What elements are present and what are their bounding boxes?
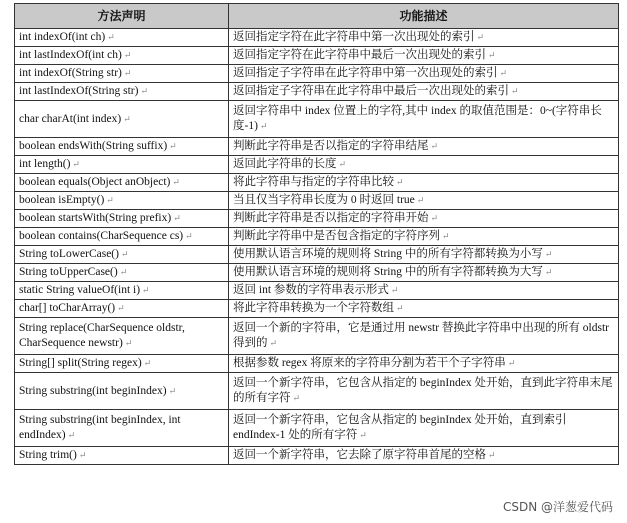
method-cell <box>15 101 229 138</box>
table-row <box>15 174 619 192</box>
description-text: 返回指定字符在此字符串中最后一次出现处的索引 <box>233 49 486 61</box>
paragraph-mark: ↵ <box>396 177 404 187</box>
method-cell <box>15 373 229 410</box>
description-text: 返回字符串中 index 位置上的字符,其中 index 的取值范围是：0~(字符串长度-1) <box>233 105 602 132</box>
paragraph-mark: ↵ <box>476 32 485 42</box>
description-cell <box>229 47 619 65</box>
paragraph-mark: ↵ <box>117 303 125 313</box>
method-text: static String valueOf(int i) <box>19 284 141 296</box>
description-cell <box>229 83 619 101</box>
description-cell <box>229 264 619 282</box>
method-cell <box>15 246 229 264</box>
paragraph-mark: ↵ <box>507 358 516 368</box>
paragraph-mark: ↵ <box>390 285 399 295</box>
description-cell <box>229 447 619 465</box>
description-text: 返回一个新字符串，它去除了原字符串首尾的空格 <box>233 449 486 461</box>
method-text: boolean contains(CharSequence cs) <box>19 230 184 242</box>
method-cell <box>15 318 229 355</box>
description-cell <box>229 246 619 264</box>
method-text: int length() <box>19 158 71 170</box>
method-cell <box>15 138 229 156</box>
method-cell <box>15 300 229 318</box>
table-row <box>15 447 619 465</box>
description-text: 判断此字符串中是否包含指定的字符序列 <box>233 230 440 242</box>
description-text: 使用默认语言环境的规则将 String 中的所有字符都转换为小写 <box>233 248 543 260</box>
table-row <box>15 65 619 83</box>
paragraph-mark: ↵ <box>499 68 508 78</box>
method-cell <box>15 192 229 210</box>
description-text: 返回一个新字符串，它包含从指定的 beginIndex 处开始，直到索引 endIndex-1 处的所有字符 <box>233 414 567 441</box>
paragraph-mark: ↵ <box>488 50 496 60</box>
method-text: int lastIndexOf(int ch) <box>19 49 122 61</box>
description-cell <box>229 228 619 246</box>
table-row <box>15 318 619 355</box>
description-cell <box>229 300 619 318</box>
description-cell <box>229 192 619 210</box>
header-function-description: 功能描述 <box>229 4 619 29</box>
paragraph-mark: ↵ <box>442 231 450 241</box>
description-cell <box>229 282 619 300</box>
paragraph-mark: ↵ <box>106 195 114 205</box>
method-text: String substring(int beginIndex) <box>19 384 167 397</box>
string-method-table <box>14 3 619 465</box>
table-row <box>15 83 619 101</box>
method-text: String[] split(String regex) <box>19 357 142 369</box>
description-text: 返回 int 参数的字符串表示形式 <box>233 284 389 296</box>
description-cell <box>229 65 619 83</box>
paragraph-mark: ↵ <box>123 113 131 124</box>
method-text: char charAt(int index) <box>19 112 122 125</box>
method-cell <box>15 65 229 83</box>
paragraph-mark: ↵ <box>143 358 152 368</box>
description-cell <box>229 373 619 410</box>
description-cell <box>229 101 619 138</box>
method-cell <box>15 29 229 47</box>
description-cell <box>229 318 619 355</box>
method-cell <box>15 355 229 373</box>
method-text: String toLowerCase() <box>19 248 119 260</box>
method-text: boolean isEmpty() <box>19 194 105 206</box>
paragraph-mark: ↵ <box>544 249 553 259</box>
paragraph-mark: ↵ <box>169 141 177 151</box>
description-text: 返回指定子字符串在此字符串中第一次出现处的索引 <box>233 67 498 79</box>
table-row <box>15 246 619 264</box>
method-text: char[] toCharArray() <box>19 302 116 314</box>
paragraph-mark: ↵ <box>430 141 439 151</box>
description-text: 返回一个新的字符串，它是通过用 newstr 替换此字符串中出现的所有 oldstr 得到的 <box>233 322 609 349</box>
description-text: 返回此字符串的长度 <box>233 158 337 170</box>
method-text: boolean startsWith(String prefix) <box>19 212 172 224</box>
method-table-container <box>14 3 618 465</box>
watermark: CSDN @洋葱爱代码 <box>502 500 613 514</box>
method-cell <box>15 264 229 282</box>
table-row <box>15 300 619 318</box>
paragraph-mark: ↵ <box>142 285 150 295</box>
method-text: String toUpperCase() <box>19 266 118 278</box>
method-cell <box>15 282 229 300</box>
paragraph-mark: ↵ <box>123 50 132 60</box>
paragraph-mark: ↵ <box>416 195 425 205</box>
method-text: int lastIndexOf(String str) <box>19 85 139 97</box>
paragraph-mark: ↵ <box>172 177 180 187</box>
paragraph-mark: ↵ <box>124 338 133 348</box>
description-cell <box>229 29 619 47</box>
table-row <box>15 264 619 282</box>
paragraph-mark: ↵ <box>107 32 115 42</box>
description-text: 当且仅当字符串长度为 0 时返回 true <box>233 194 415 206</box>
paragraph-mark: ↵ <box>123 68 132 78</box>
table-row <box>15 228 619 246</box>
paragraph-mark: ↵ <box>511 86 519 96</box>
method-cell <box>15 210 229 228</box>
description-text: 将此字符串转换为一个字符数组 <box>233 302 394 314</box>
paragraph-mark: ↵ <box>359 430 367 440</box>
description-cell <box>229 410 619 447</box>
table-row <box>15 138 619 156</box>
paragraph-mark: ↵ <box>488 450 496 460</box>
method-text: boolean endsWith(String suffix) <box>19 140 168 152</box>
table-body <box>15 29 619 465</box>
method-text: boolean equals(Object anObject) <box>19 176 171 188</box>
description-text: 返回指定子字符串在此字符串中最后一次出现处的索引 <box>233 85 509 97</box>
description-text: 使用默认语言环境的规则将 String 中的所有字符都转换为大写 <box>233 266 543 278</box>
paragraph-mark: ↵ <box>173 213 181 223</box>
description-text: 将此字符串与指定的字符串比较 <box>233 176 394 188</box>
description-text: 判断此字符串是否以指定的字符串开始 <box>233 212 429 224</box>
table-row <box>15 101 619 138</box>
method-text: String trim() <box>19 449 77 461</box>
description-text: 返回一个新字符串，它包含从指定的 beginIndex 处开始，直到此字符串末尾的所有字符 <box>233 377 613 404</box>
paragraph-mark: ↵ <box>120 249 129 259</box>
paragraph-mark: ↵ <box>67 430 76 440</box>
description-cell <box>229 156 619 174</box>
method-cell <box>15 47 229 65</box>
description-cell <box>229 138 619 156</box>
table-row <box>15 47 619 65</box>
method-cell <box>15 228 229 246</box>
description-cell <box>229 210 619 228</box>
method-text: String replace(CharSequence oldstr, CharSequence newstr) <box>19 322 185 349</box>
paragraph-mark: ↵ <box>292 393 301 403</box>
table-row <box>15 355 619 373</box>
table-row <box>15 156 619 174</box>
method-cell <box>15 83 229 101</box>
paragraph-mark: ↵ <box>78 450 87 460</box>
description-cell <box>229 174 619 192</box>
method-cell <box>15 174 229 192</box>
paragraph-mark: ↵ <box>168 385 177 396</box>
method-text: int indexOf(String str) <box>19 67 122 79</box>
table-header-row <box>15 4 619 29</box>
method-text: String substring(int beginIndex, int endIndex) <box>19 414 181 441</box>
method-cell <box>15 447 229 465</box>
description-text: 返回指定字符在此字符串中第一次出现处的索引 <box>233 31 475 43</box>
table-row <box>15 29 619 47</box>
paragraph-mark: ↵ <box>119 267 128 277</box>
paragraph-mark: ↵ <box>140 86 148 96</box>
table-row <box>15 282 619 300</box>
paragraph-mark: ↵ <box>269 338 278 348</box>
table-row <box>15 410 619 447</box>
description-cell <box>229 355 619 373</box>
paragraph-mark: ↵ <box>259 121 268 131</box>
paragraph-mark: ↵ <box>430 213 439 223</box>
method-text: int indexOf(int ch) <box>19 31 106 43</box>
header-method-declaration: 方法声明 <box>15 4 229 29</box>
description-text: 判断此字符串是否以指定的字符串结尾 <box>233 140 429 152</box>
paragraph-mark: ↵ <box>72 159 80 169</box>
description-text: 根据参数 regex 将原来的字符串分割为若干个子字符串 <box>233 357 506 369</box>
paragraph-mark: ↵ <box>185 231 193 241</box>
table-row <box>15 373 619 410</box>
paragraph-mark: ↵ <box>544 267 553 277</box>
method-cell <box>15 410 229 447</box>
method-cell <box>15 156 229 174</box>
paragraph-mark: ↵ <box>396 303 404 313</box>
table-row <box>15 210 619 228</box>
table-row <box>15 192 619 210</box>
paragraph-mark: ↵ <box>338 159 347 169</box>
